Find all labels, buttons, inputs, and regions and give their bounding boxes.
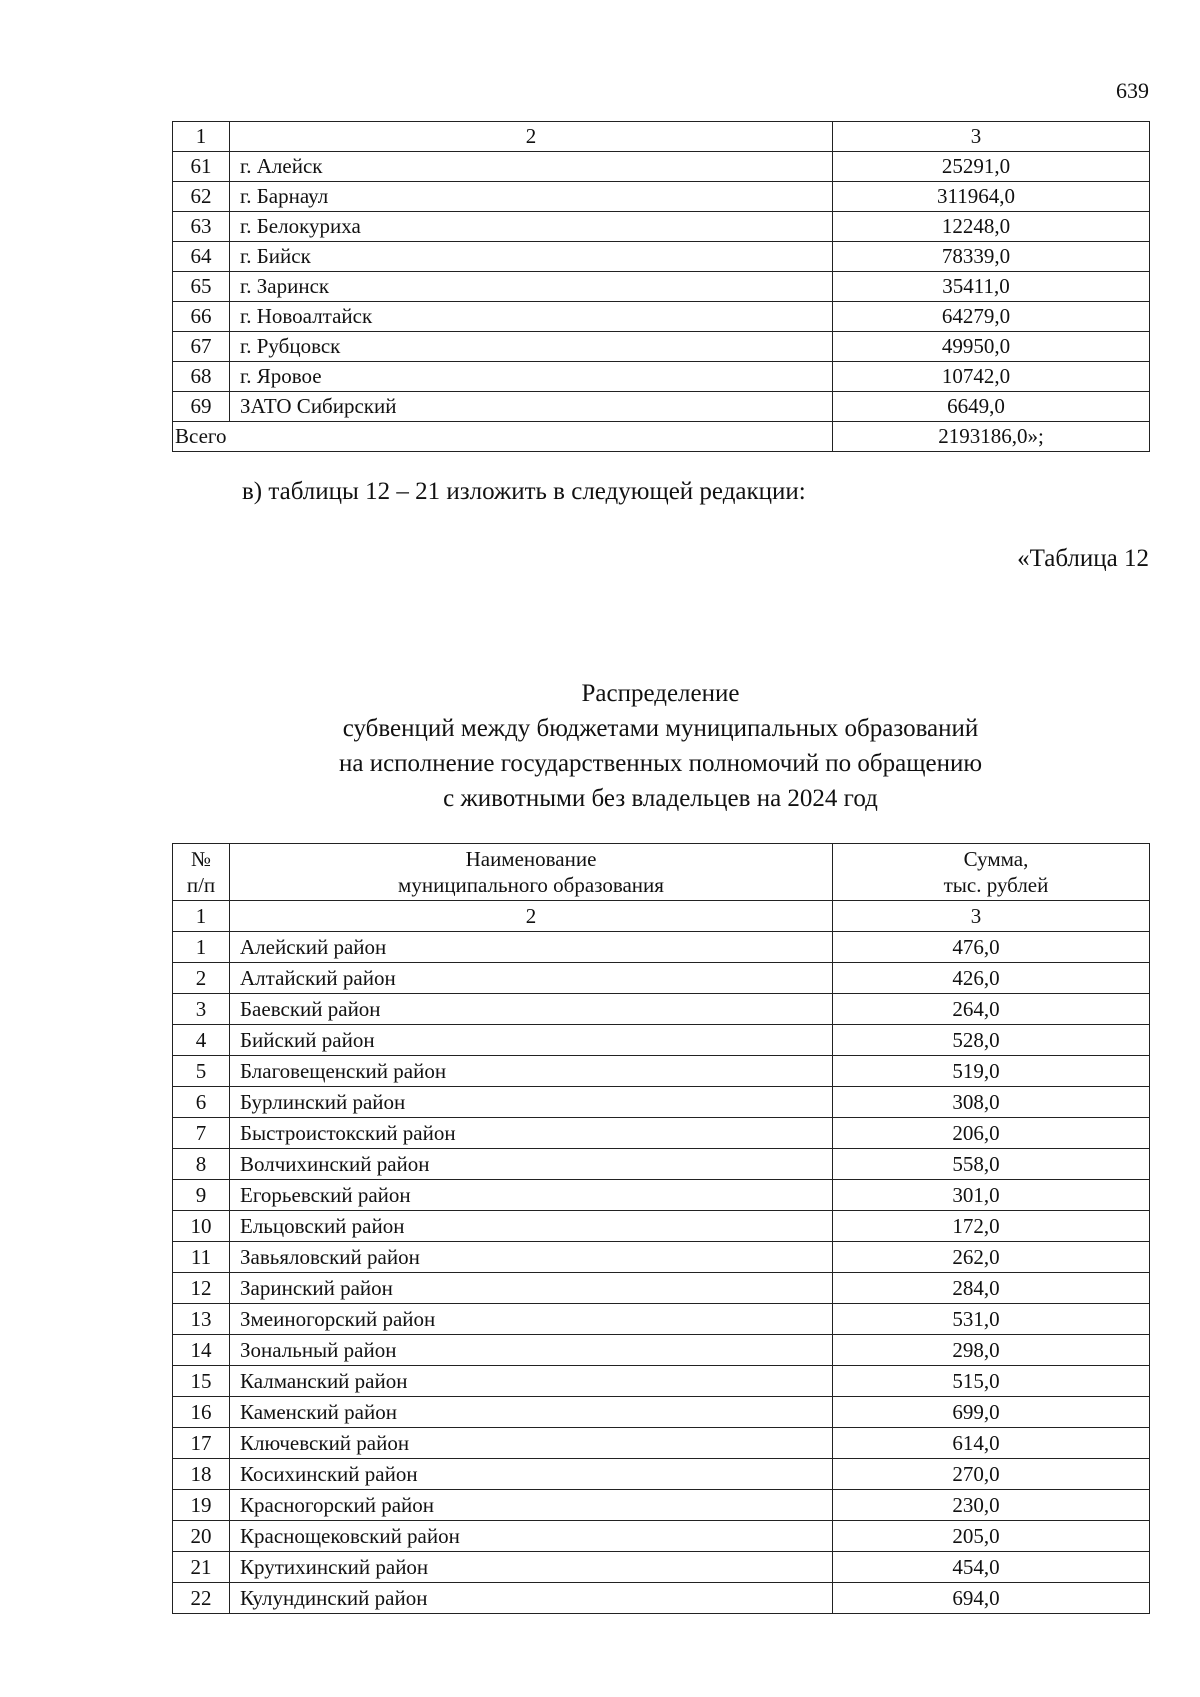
distribution-table-body (173, 844, 1150, 1614)
amount-cell: 284,0 (833, 1273, 1150, 1304)
row-number-cell: 15 (173, 1366, 230, 1397)
col-number-cell: 3 (833, 122, 1150, 152)
row-number-cell: 21 (173, 1552, 230, 1583)
header-sum-cell (833, 844, 1150, 901)
row-number-cell: 10 (173, 1211, 230, 1242)
row-number-cell: 9 (173, 1180, 230, 1211)
table-label: «Таблица 12 (1017, 545, 1149, 572)
total-row (173, 422, 1150, 452)
row-number-cell: 18 (173, 1459, 230, 1490)
amount-cell: 172,0 (833, 1211, 1150, 1242)
amount-cell: 426,0 (833, 963, 1150, 994)
amount-cell: 515,0 (833, 1366, 1150, 1397)
row-number-cell: 14 (173, 1335, 230, 1366)
row-number-cell: 8 (173, 1149, 230, 1180)
row-number-cell: 7 (173, 1118, 230, 1149)
header-text: п/п (186, 873, 216, 897)
municipality-name-cell: Крутихинский район (230, 1552, 833, 1583)
amount-cell: 298,0 (833, 1335, 1150, 1366)
amount-cell: 264,0 (833, 994, 1150, 1025)
row-number-cell: 1 (173, 932, 230, 963)
amount-cell: 301,0 (833, 1180, 1150, 1211)
amount-cell: 558,0 (833, 1149, 1150, 1180)
header-text: муниципального образования (398, 873, 664, 897)
table-row (173, 362, 1150, 392)
col-number-cell: 2 (230, 122, 833, 152)
table-row (173, 302, 1150, 332)
municipality-name-cell: Егорьевский район (230, 1180, 833, 1211)
municipality-name-cell: г. Белокуриха (230, 212, 833, 242)
table-row (173, 1211, 1150, 1242)
table-row (173, 1428, 1150, 1459)
amount-cell: 308,0 (833, 1087, 1150, 1118)
row-number-cell: 69 (173, 392, 230, 422)
row-number-cell: 4 (173, 1025, 230, 1056)
municipality-name-cell: г. Новоалтайск (230, 302, 833, 332)
municipality-name-cell: Косихинский район (230, 1459, 833, 1490)
table-row (173, 242, 1150, 272)
municipality-name-cell: Каменский район (230, 1397, 833, 1428)
amendment-instruction: в) таблицы 12 – 21 изложить в следующей редакции: (242, 478, 806, 505)
amount-cell: 78339,0 (833, 242, 1150, 272)
title-line: с животными без владельцев на 2024 год (443, 785, 878, 812)
amount-cell: 614,0 (833, 1428, 1150, 1459)
row-number-cell: 20 (173, 1521, 230, 1552)
municipality-name-cell: Краснощековский район (230, 1521, 833, 1552)
table-row (173, 1056, 1150, 1087)
col-number-cell: 1 (173, 122, 230, 152)
table-row (173, 1304, 1150, 1335)
table-row (173, 1118, 1150, 1149)
table-header-row (173, 844, 1150, 901)
row-number-cell: 68 (173, 362, 230, 392)
header-text: Наименование (465, 847, 597, 871)
table-row (173, 1552, 1150, 1583)
table-row (173, 212, 1150, 242)
table-row (173, 1149, 1150, 1180)
table-numbering-row (173, 122, 1150, 152)
amount-cell: 454,0 (833, 1552, 1150, 1583)
row-number-cell: 3 (173, 994, 230, 1025)
header-name-cell (230, 844, 833, 901)
row-number-cell: 16 (173, 1397, 230, 1428)
table-row (173, 1397, 1150, 1428)
municipality-name-cell: Зональный район (230, 1335, 833, 1366)
row-number-cell: 63 (173, 212, 230, 242)
table-row (173, 1583, 1150, 1614)
row-number-cell: 67 (173, 332, 230, 362)
municipality-name-cell: Кулундинский район (230, 1583, 833, 1614)
table-row (173, 932, 1150, 963)
title-line: на исполнение государственных полномочий по обращению (338, 750, 983, 777)
header-number-cell (173, 844, 230, 901)
table-row (173, 963, 1150, 994)
amount-cell: 49950,0 (833, 332, 1150, 362)
row-number-cell: 12 (173, 1273, 230, 1304)
table-row (173, 392, 1150, 422)
table-row (173, 1490, 1150, 1521)
row-number-cell: 11 (173, 1242, 230, 1273)
municipality-name-cell: Заринский район (230, 1273, 833, 1304)
table-row (173, 1459, 1150, 1490)
row-number-cell: 64 (173, 242, 230, 272)
table-row (173, 1087, 1150, 1118)
amount-cell: 476,0 (833, 932, 1150, 963)
table-row (173, 1521, 1150, 1552)
row-number-cell: 5 (173, 1056, 230, 1087)
table-row (173, 152, 1150, 182)
title-line: субвенций между бюджетами муниципальных образований (342, 715, 979, 742)
municipality-name-cell: Бийский район (230, 1025, 833, 1056)
amount-cell: 205,0 (833, 1521, 1150, 1552)
municipality-name-cell: Ключевский район (230, 1428, 833, 1459)
col-number-cell: 1 (173, 901, 230, 932)
table-numbering-row (173, 901, 1150, 932)
distribution-table (172, 843, 1150, 1614)
amount-cell: 311964,0 (833, 182, 1150, 212)
table-row (173, 994, 1150, 1025)
row-number-cell: 66 (173, 302, 230, 332)
amount-cell: 35411,0 (833, 272, 1150, 302)
table-row (173, 1025, 1150, 1056)
municipality-name-cell: г. Яровое (230, 362, 833, 392)
table-row (173, 1366, 1150, 1397)
municipality-name-cell: ЗАТО Сибирский (230, 392, 833, 422)
table-row (173, 1273, 1150, 1304)
row-number-cell: 2 (173, 963, 230, 994)
amount-cell: 64279,0 (833, 302, 1150, 332)
municipality-name-cell: Ельцовский район (230, 1211, 833, 1242)
amount-cell: 694,0 (833, 1583, 1150, 1614)
continued-table-body (173, 122, 1150, 452)
amount-cell: 10742,0 (833, 362, 1150, 392)
amount-cell: 206,0 (833, 1118, 1150, 1149)
amount-cell: 25291,0 (833, 152, 1150, 182)
municipality-name-cell: г. Алейск (230, 152, 833, 182)
amount-cell: 12248,0 (833, 212, 1150, 242)
header-text: № (190, 847, 212, 871)
amount-cell: 519,0 (833, 1056, 1150, 1087)
municipality-name-cell: Завьяловский район (230, 1242, 833, 1273)
amount-cell: 531,0 (833, 1304, 1150, 1335)
amount-cell: 528,0 (833, 1025, 1150, 1056)
municipality-name-cell: Быстроистокский район (230, 1118, 833, 1149)
title-line: Распределение (581, 680, 740, 707)
municipality-name-cell: Баевский район (230, 994, 833, 1025)
total-label: Всего (173, 422, 833, 452)
row-number-cell: 62 (173, 182, 230, 212)
table-row (173, 272, 1150, 302)
municipality-name-cell: Алейский район (230, 932, 833, 963)
amount-cell: 699,0 (833, 1397, 1150, 1428)
municipality-name-cell: г. Барнаул (230, 182, 833, 212)
amount-cell: 230,0 (833, 1490, 1150, 1521)
row-number-cell: 6 (173, 1087, 230, 1118)
amount-cell: 270,0 (833, 1459, 1150, 1490)
row-number-cell: 17 (173, 1428, 230, 1459)
continued-table (172, 121, 1150, 452)
municipality-name-cell: Красногорский район (230, 1490, 833, 1521)
header-text: Сумма, (963, 847, 1029, 871)
municipality-name-cell: Алтайский район (230, 963, 833, 994)
header-text: тыс. рублей (943, 873, 1049, 897)
municipality-name-cell: Калманский район (230, 1366, 833, 1397)
table-row (173, 1180, 1150, 1211)
table-row (173, 332, 1150, 362)
table-title (172, 676, 1149, 816)
amount-cell: 262,0 (833, 1242, 1150, 1273)
municipality-name-cell: г. Бийск (230, 242, 833, 272)
row-number-cell: 61 (173, 152, 230, 182)
row-number-cell: 65 (173, 272, 230, 302)
col-number-cell: 2 (230, 901, 833, 932)
municipality-name-cell: Благовещенский район (230, 1056, 833, 1087)
table-row (173, 1242, 1150, 1273)
municipality-name-cell: Змеиногорский район (230, 1304, 833, 1335)
row-number-cell: 13 (173, 1304, 230, 1335)
col-number-cell: 3 (833, 901, 1150, 932)
page-number: 639 (1116, 78, 1149, 103)
municipality-name-cell: Волчихинский район (230, 1149, 833, 1180)
municipality-name-cell: г. Заринск (230, 272, 833, 302)
table-row (173, 1335, 1150, 1366)
row-number-cell: 22 (173, 1583, 230, 1614)
municipality-name-cell: Бурлинский район (230, 1087, 833, 1118)
amount-cell: 6649,0 (833, 392, 1150, 422)
table-row (173, 182, 1150, 212)
row-number-cell: 19 (173, 1490, 230, 1521)
total-value: 2193186,0»; (833, 422, 1150, 452)
municipality-name-cell: г. Рубцовск (230, 332, 833, 362)
